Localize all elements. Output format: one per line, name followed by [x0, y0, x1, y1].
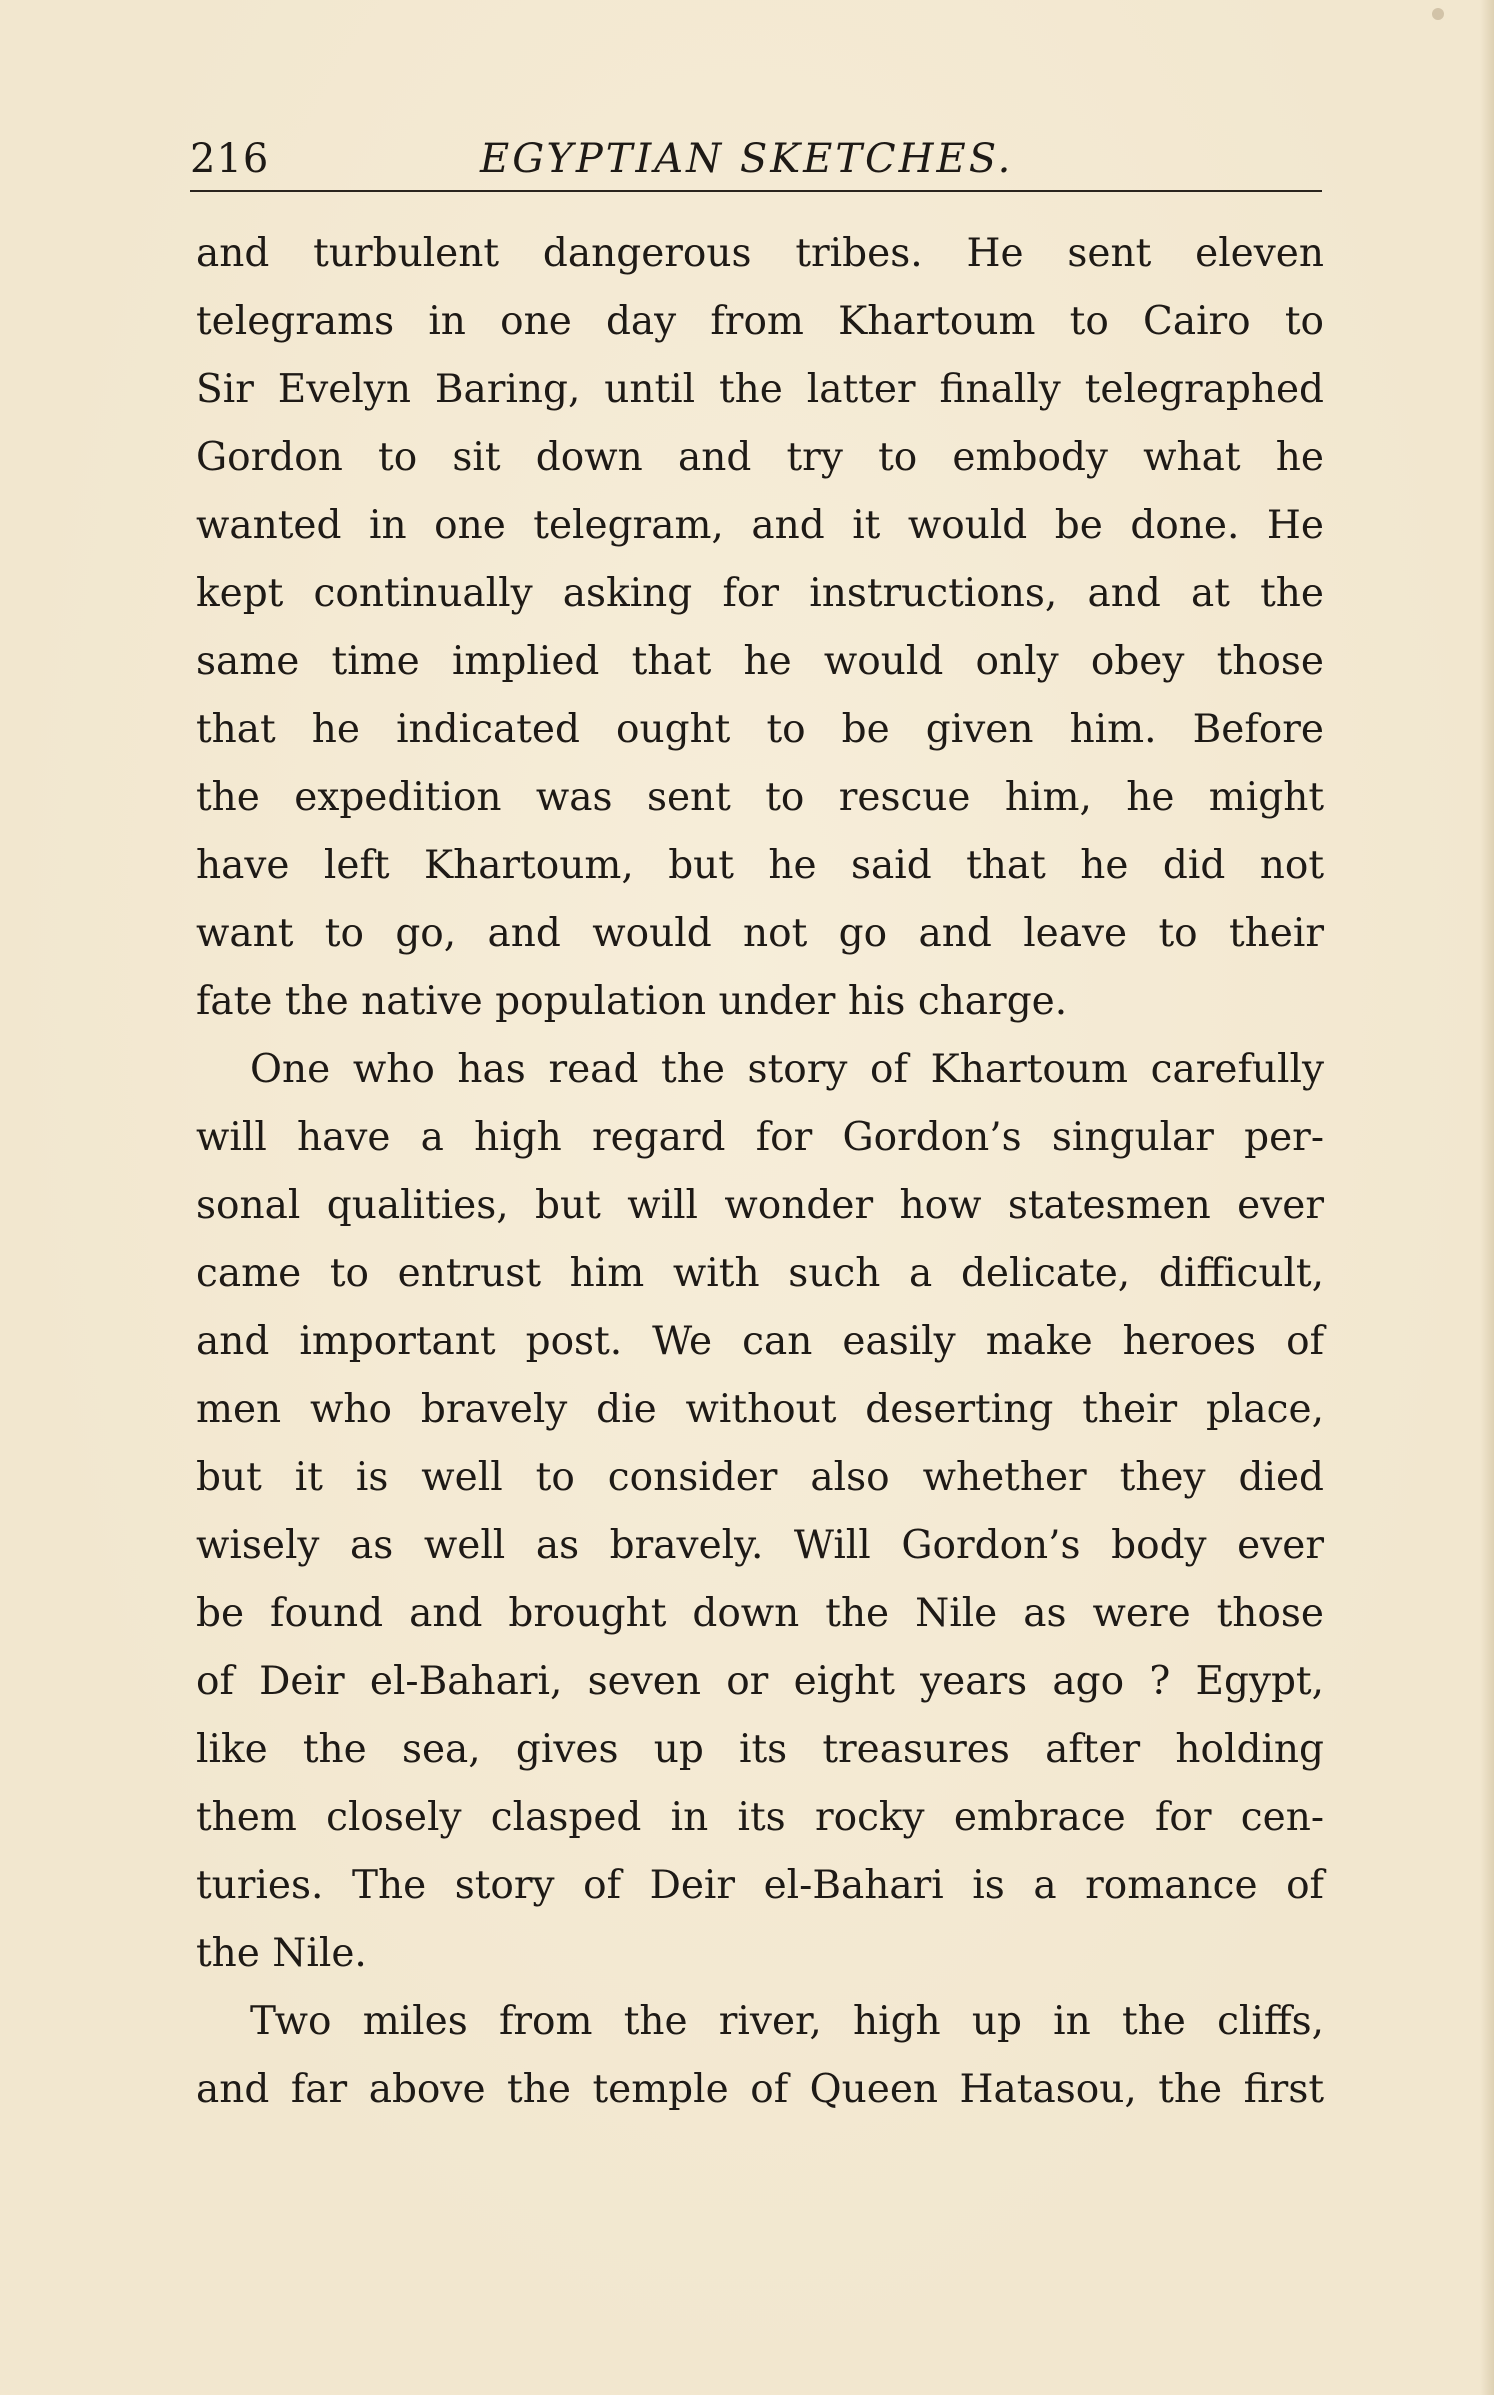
text-line: kept continually asking for instructions, and at the — [196, 571, 1324, 616]
text-line: Two miles from the river, high up in the cliffs, — [250, 1999, 1324, 2044]
page-number: 216 — [190, 136, 270, 182]
text-line: them closely clasped in its rocky embrace for cen- — [196, 1795, 1324, 1840]
text-line: men who bravely die without deserting their place, — [196, 1387, 1324, 1432]
body-text — [196, 220, 1324, 2124]
text-line: telegrams in one day from Khartoum to Cairo to — [196, 299, 1324, 344]
text-line: and far above the temple of Queen Hatasou, the first — [196, 2067, 1324, 2112]
text-line: Gordon to sit down and try to embody what he — [196, 435, 1324, 480]
text-line: of Deir el-Bahari, seven or eight years ago ? Egypt, — [196, 1659, 1324, 1704]
text-line: be found and brought down the Nile as were those — [196, 1591, 1324, 1636]
text-line: fate the native population under his charge. — [196, 979, 1068, 1024]
running-head — [190, 128, 1322, 188]
text-line: have left Khartoum, but he said that he did not — [196, 843, 1324, 888]
text-line: came to entrust him with such a delicate, difficult, — [196, 1251, 1324, 1296]
text-line: but it is well to consider also whether they died — [196, 1455, 1324, 1500]
text-line: like the sea, gives up its treasures after holding — [196, 1727, 1324, 1772]
paragraph-3 — [196, 1988, 1324, 2124]
paper-spot — [1432, 8, 1444, 20]
text-line: the expedition was sent to rescue him, he might — [196, 775, 1324, 820]
paragraph-1 — [196, 220, 1324, 1036]
header-rule — [190, 190, 1322, 192]
text-line: turies. The story of Deir el-Bahari is a romance of — [196, 1863, 1324, 1908]
text-line: will have a high regard for Gordon’s singular per- — [196, 1115, 1324, 1160]
paragraph-2 — [196, 1036, 1324, 1988]
text-line: wisely as well as bravely. Will Gordon’s body ever — [196, 1523, 1324, 1568]
text-line: the Nile. — [196, 1931, 367, 1976]
text-line: Sir Evelyn Baring, until the latter finally telegraphed — [196, 367, 1324, 412]
text-line: wanted in one telegram, and it would be done. He — [196, 503, 1324, 548]
page-edge — [1480, 0, 1494, 2395]
text-line: that he indicated ought to be given him. Before — [196, 707, 1324, 752]
text-line: same time implied that he would only obey those — [196, 639, 1324, 684]
text-line: want to go, and would not go and leave to their — [196, 911, 1324, 956]
text-line: One who has read the story of Khartoum carefully — [250, 1047, 1324, 1092]
text-line: and turbulent dangerous tribes. He sent eleven — [196, 231, 1324, 276]
text-line: sonal qualities, but will wonder how statesmen ever — [196, 1183, 1324, 1228]
running-title: EGYPTIAN SKETCHES. — [480, 136, 1014, 182]
text-line: and important post. We can easily make heroes of — [196, 1319, 1324, 1364]
